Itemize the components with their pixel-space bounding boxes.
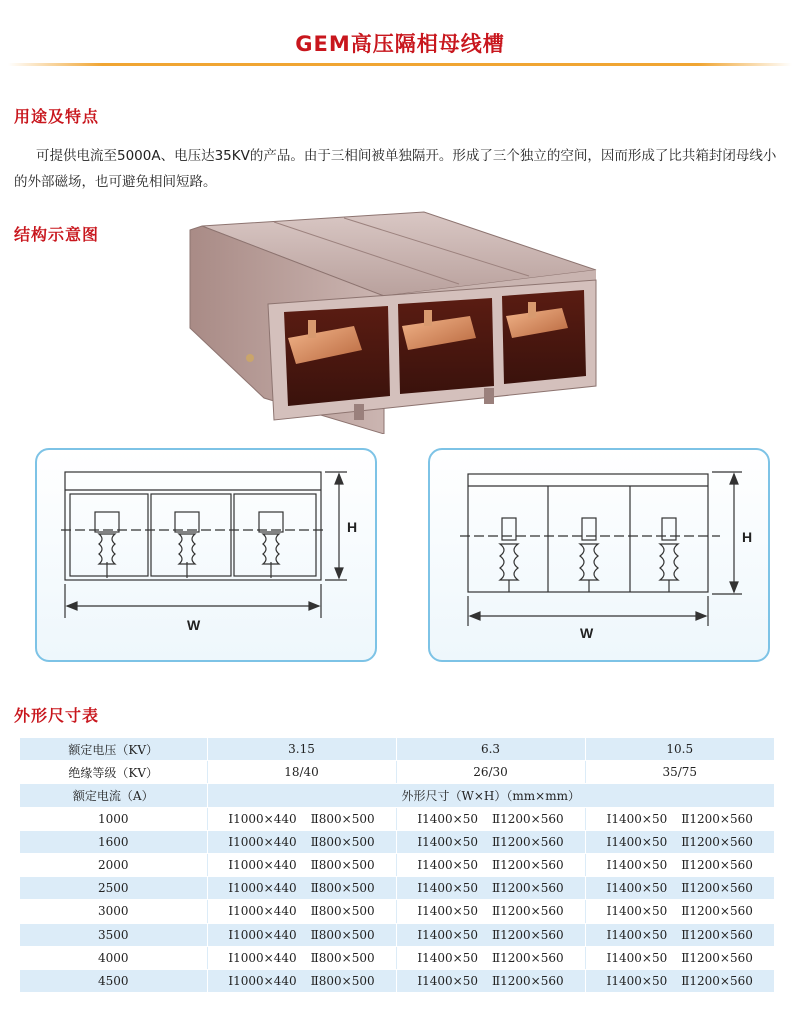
table-cell: [396, 807, 585, 830]
dimension-type-ii: Ⅱ800×500: [310, 927, 375, 942]
dimension-type-i: Ⅰ1400×50: [606, 950, 668, 965]
table-row: [20, 877, 774, 900]
dimension-type-ii: Ⅱ1200×560: [681, 811, 753, 826]
dimension-type-ii: Ⅱ1200×560: [681, 834, 753, 849]
dimension-type-ii: Ⅱ800×500: [310, 834, 375, 849]
dimension-label-w: W: [580, 625, 594, 641]
diagram-type-ii-drawing: [430, 450, 768, 660]
table-cell: 3500: [20, 923, 207, 946]
dimension-type-ii: Ⅱ1200×560: [681, 927, 753, 942]
dimension-pair: [228, 951, 374, 965]
table-cell: 2000: [20, 853, 207, 876]
table-cell: [585, 853, 774, 876]
dimension-pair: [228, 904, 374, 918]
dimension-pair: [417, 951, 563, 965]
table-cell: 4500: [20, 969, 207, 992]
dimension-pair: [228, 928, 374, 942]
table-cell: [207, 853, 396, 876]
table-cell: [396, 900, 585, 923]
table-cell: [585, 946, 774, 969]
dimension-type-i: Ⅰ1400×50: [417, 858, 478, 873]
dimension-type-ii: Ⅱ1200×560: [491, 834, 564, 849]
dimension-pair: [417, 835, 563, 849]
dimension-pair: [607, 904, 753, 918]
section-heading-uses: 用途及特点: [14, 107, 100, 126]
table-cell: 绝缘等级（KV）: [20, 761, 207, 784]
table-cell: [585, 877, 774, 900]
dimension-pair: [228, 881, 374, 895]
dimension-type-ii: Ⅱ800×500: [310, 858, 375, 873]
dimension-type-ii: Ⅱ1200×560: [491, 904, 564, 919]
dimension-pair: [607, 858, 753, 872]
table-cell: 1600: [20, 830, 207, 853]
table-cell: 额定电流（A）: [20, 784, 207, 807]
dimension-type-i: Ⅰ1000×440: [228, 881, 297, 896]
dimension-pair: [607, 881, 753, 895]
table-cell: [396, 877, 585, 900]
dimension-type-ii: Ⅱ1200×560: [491, 881, 564, 896]
dimension-table-container: [20, 738, 774, 993]
busbar-product-photo: [184, 208, 608, 434]
table-cell: 26/30: [396, 761, 585, 784]
table-cell: [207, 900, 396, 923]
dimension-pair: [607, 951, 753, 965]
section-heading-structure: 结构示意图: [14, 225, 100, 244]
dimension-pair: [417, 928, 563, 942]
table-cell: [207, 830, 396, 853]
dimension-type-i: Ⅰ1000×440: [228, 811, 297, 826]
table-cell: [585, 923, 774, 946]
dimension-type-i: Ⅰ1000×440: [228, 927, 297, 942]
table-row: [20, 830, 774, 853]
table-cell: [585, 900, 774, 923]
dimension-pair: [228, 974, 374, 988]
table-cell: 外形尺寸（W×H）（mm×mm）: [207, 784, 774, 807]
dimension-type-ii: Ⅱ800×500: [310, 950, 375, 965]
dimension-type-i: Ⅰ1400×50: [417, 927, 478, 942]
dimension-type-ii: Ⅱ1200×560: [491, 927, 564, 942]
dimension-pair: [417, 904, 563, 918]
dimension-type-i: Ⅰ1400×50: [417, 834, 478, 849]
dimension-type-i: Ⅰ1400×50: [606, 973, 668, 988]
table-cell: 4000: [20, 946, 207, 969]
diagram-type-i-drawing: [37, 450, 375, 660]
dimension-table: [20, 738, 774, 993]
table-cell: [396, 853, 585, 876]
table-row: [20, 807, 774, 830]
dimension-type-i: Ⅰ1000×440: [228, 858, 297, 873]
table-cell: [396, 946, 585, 969]
table-cell: 10.5: [585, 738, 774, 761]
table-cell: 3000: [20, 900, 207, 923]
dimension-type-i: Ⅰ1000×440: [228, 904, 297, 919]
dimension-pair: [228, 835, 374, 849]
table-cell: [207, 923, 396, 946]
dimension-type-ii: Ⅱ1200×560: [491, 973, 564, 988]
dimension-pair: [417, 812, 563, 826]
table-cell: [396, 969, 585, 992]
page-title: GEM高压隔相母线槽: [295, 32, 505, 56]
dimension-type-i: Ⅰ1400×50: [417, 904, 478, 919]
table-row: [20, 969, 774, 992]
table-cell: [396, 830, 585, 853]
table-cell: [207, 946, 396, 969]
dimension-type-ii: Ⅱ1200×560: [681, 973, 753, 988]
dimension-type-i: Ⅰ1400×50: [606, 881, 668, 896]
table-cell: [207, 807, 396, 830]
table-cell: [207, 877, 396, 900]
dimension-pair: [607, 974, 753, 988]
dimension-type-ii: Ⅱ1200×560: [491, 858, 564, 873]
dimension-type-i: Ⅰ1000×440: [228, 950, 297, 965]
table-cell: 2500: [20, 877, 207, 900]
dimension-label-w: W: [187, 617, 201, 633]
table-row: [20, 900, 774, 923]
dimension-type-ii: Ⅱ800×500: [310, 973, 375, 988]
dimension-type-i: Ⅰ1400×50: [606, 858, 668, 873]
dimension-pair: [607, 835, 753, 849]
dimension-type-ii: Ⅱ1200×560: [491, 811, 564, 826]
dimension-type-ii: Ⅱ800×500: [310, 881, 375, 896]
table-cell: 35/75: [585, 761, 774, 784]
dimension-type-ii: Ⅱ1200×560: [681, 858, 753, 873]
table-cell: [207, 969, 396, 992]
dimension-type-i: Ⅰ1400×50: [417, 973, 478, 988]
table-cell: [585, 830, 774, 853]
cross-section-diagram-type-i: [35, 448, 377, 662]
dimension-pair: [417, 858, 563, 872]
section-heading-dimensions: 外形尺寸表: [14, 706, 100, 725]
dimension-pair: [417, 974, 563, 988]
table-cell: 6.3: [396, 738, 585, 761]
dimension-type-i: Ⅰ1400×50: [417, 881, 478, 896]
dimension-type-i: Ⅰ1400×50: [417, 950, 478, 965]
dimension-type-i: Ⅰ1400×50: [606, 811, 668, 826]
dimension-pair: [607, 928, 753, 942]
dimension-pair: [417, 881, 563, 895]
table-row: [20, 784, 774, 807]
dimension-type-ii: Ⅱ1200×560: [491, 950, 564, 965]
dimension-type-i: Ⅰ1400×50: [606, 927, 668, 942]
dimension-type-i: Ⅰ1400×50: [606, 834, 668, 849]
uses-description: 可提供电流至5000A、电压达35KV的产品。由于三相间被单独隔开。形成了三个独立的空间，因而形成了比共箱封闭母线小的外部磁场，也可避免相间短路。: [14, 148, 777, 190]
table-cell: [396, 923, 585, 946]
table-cell: 额定电压（KV）: [20, 738, 207, 761]
table-row: [20, 923, 774, 946]
table-cell: [585, 969, 774, 992]
dimension-type-ii: Ⅱ1200×560: [681, 950, 753, 965]
dimension-type-i: Ⅰ1000×440: [228, 834, 297, 849]
dimension-type-ii: Ⅱ1200×560: [681, 881, 753, 896]
table-row: [20, 738, 774, 761]
dimension-type-i: Ⅰ1400×50: [606, 904, 668, 919]
table-row: [20, 946, 774, 969]
table-cell: 1000: [20, 807, 207, 830]
dimension-type-ii: Ⅱ800×500: [310, 904, 375, 919]
dimension-type-i: Ⅰ1000×440: [228, 973, 297, 988]
cross-section-diagram-type-ii: [428, 448, 770, 662]
table-row: [20, 853, 774, 876]
table-row: [20, 761, 774, 784]
dimension-pair: [228, 858, 374, 872]
dimension-pair: [607, 812, 753, 826]
dimension-pair: [228, 812, 374, 826]
table-cell: 18/40: [207, 761, 396, 784]
dimension-type-i: Ⅰ1400×50: [417, 811, 478, 826]
dimension-type-ii: Ⅱ1200×560: [681, 904, 753, 919]
table-cell: 3.15: [207, 738, 396, 761]
title-divider: [8, 63, 792, 66]
dimension-label-h: H: [742, 529, 753, 545]
dimension-type-ii: Ⅱ800×500: [310, 811, 375, 826]
table-cell: [585, 807, 774, 830]
dimension-label-h: H: [347, 519, 358, 535]
